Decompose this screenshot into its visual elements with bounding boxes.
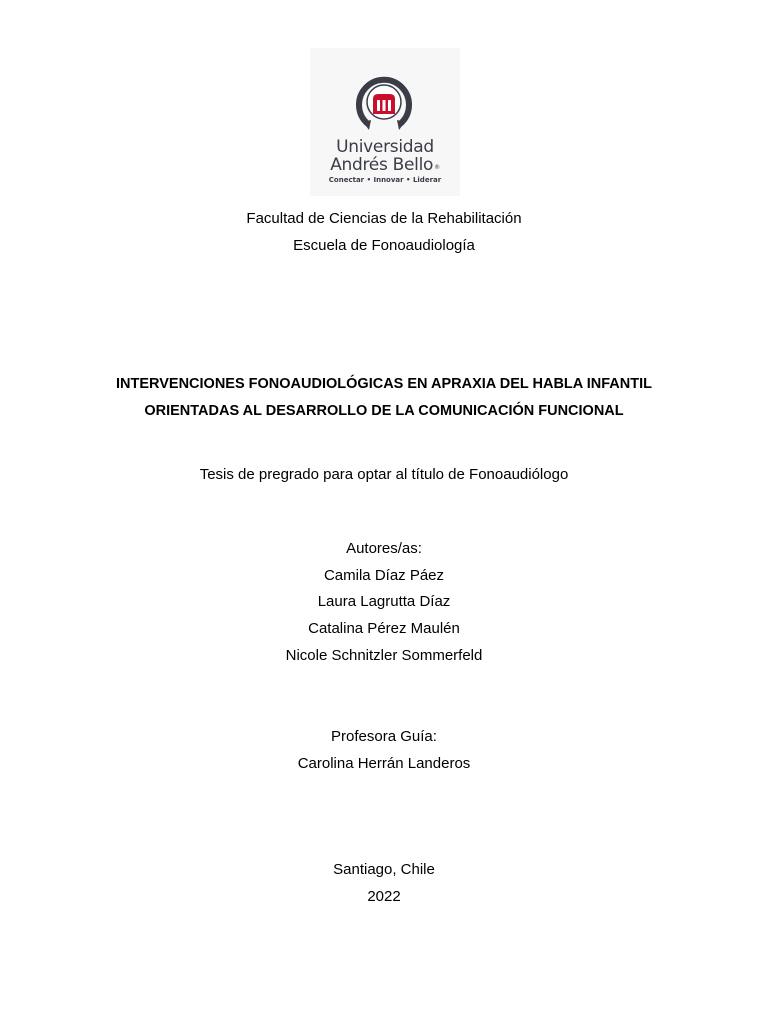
- university-logo: [310, 48, 460, 196]
- thesis-title-line-1: INTERVENCIONES FONOAUDIOLÓGICAS EN APRAXIA DEL HABLA INFANTIL: [116, 376, 652, 392]
- author-name: Nicole Schnitzler Sommerfeld: [285, 647, 483, 664]
- authors-label: Autores/as:: [346, 540, 422, 557]
- logo-university-name: Universidad: [336, 137, 434, 157]
- registered-mark: ®: [434, 164, 440, 171]
- thesis-title-line-2: ORIENTADAS AL DESARROLLO DE LA COMUNICACIÓN FUNCIONAL: [144, 403, 624, 419]
- author-name: Camila Díaz Páez: [323, 567, 445, 584]
- advisor-label: Profesora Guía:: [331, 728, 437, 745]
- logo-university-name-2: [310, 155, 460, 175]
- logo-name-text: Andrés Bello: [330, 155, 434, 175]
- advisor-name: Carolina Herrán Landeros: [297, 755, 471, 772]
- author-name: Catalina Pérez Maulén: [308, 620, 460, 637]
- faculty-name: Facultad de Ciencias de la Rehabilitación: [246, 210, 522, 227]
- year: 2022: [367, 888, 401, 905]
- university-seal-icon: [355, 70, 413, 136]
- place: Santiago, Chile: [333, 861, 435, 878]
- logo-tagline: Conectar • Innovar • Liderar: [328, 176, 442, 184]
- thesis-subtitle: Tesis de pregrado para optar al título de Fonoaudiólogo: [199, 466, 569, 483]
- author-name: Laura Lagrutta Díaz: [317, 593, 451, 610]
- school-name: Escuela de Fonoaudiología: [293, 237, 475, 254]
